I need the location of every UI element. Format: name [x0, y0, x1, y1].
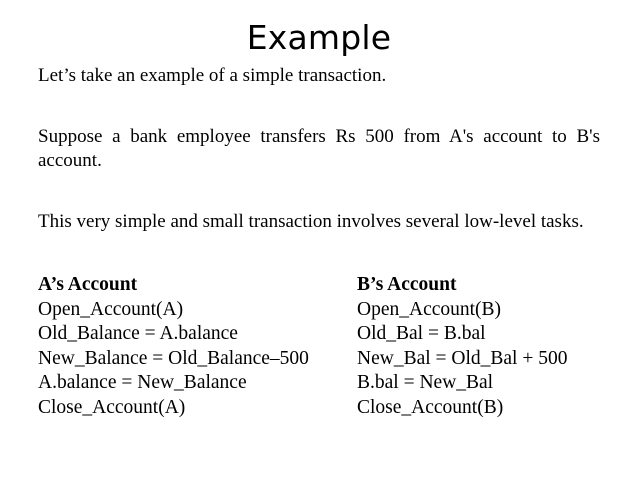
account-a-step: Close_Account(A) — [38, 396, 186, 418]
slide-title: Example — [246, 18, 392, 57]
account-b-step: B.bal = New_Bal — [357, 372, 494, 394]
account-b-step: Open_Account(B) — [357, 299, 502, 320]
transfer-description-paragraph: Suppose a bank employee transfers Rs 500 from A's account to B's account. — [38, 126, 600, 171]
intro-paragraph: Let’s take an example of a simple transaction. — [38, 65, 387, 86]
account-a-step: New_Balance = Old_Balance–500 — [38, 347, 309, 369]
account-b-step: Close_Account(B) — [357, 396, 504, 418]
account-a-step: Old_Balance = A.balance — [38, 323, 238, 345]
account-b-step: New_Bal = Old_Bal + 500 — [357, 347, 568, 369]
account-a-heading: A’s Account — [38, 274, 138, 295]
low-level-tasks-paragraph: This very simple and small transaction involves several low-level tasks. — [38, 211, 584, 232]
account-a-step: Open_Account(A) — [38, 299, 184, 320]
account-a-step: A.balance = New_Balance — [38, 372, 247, 394]
account-b-heading: B’s Account — [357, 274, 457, 295]
account-b-column — [357, 272, 567, 420]
account-a-column — [38, 272, 309, 420]
account-b-step: Old_Bal = B.bal — [357, 323, 486, 345]
